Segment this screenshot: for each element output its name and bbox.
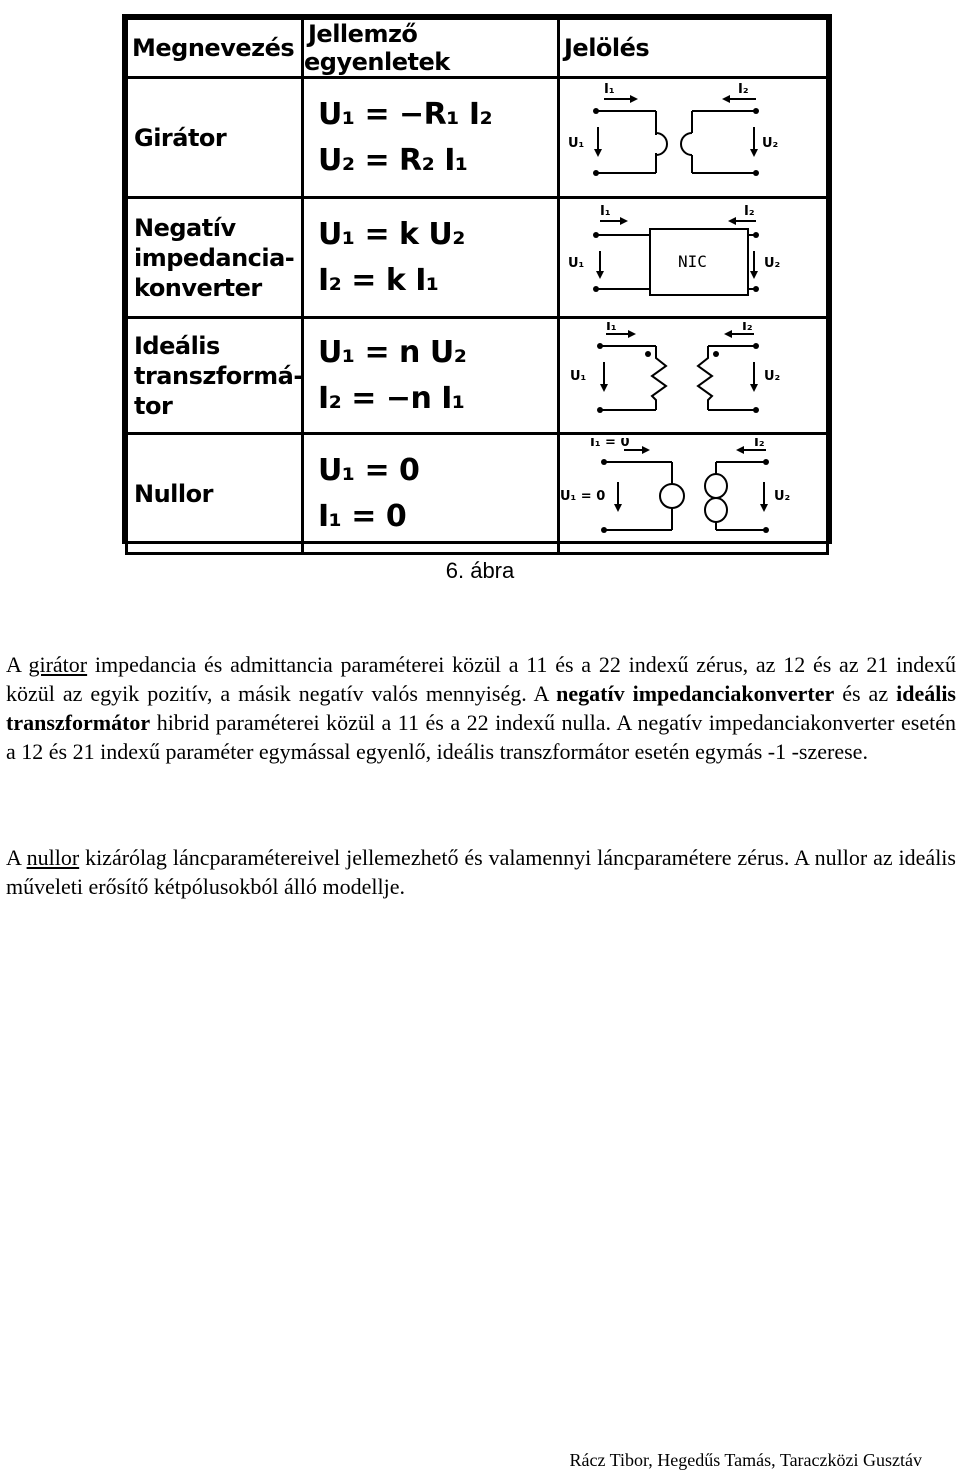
transformer-u2-label: U₂ (764, 368, 781, 384)
row-nic-name (127, 198, 303, 318)
p1-text-4: hibrid paraméterei közül a 11 és a 22 indexű nulla. A negatív impedanciakonverter esetén a 12 és 21 indexű paraméter egymással egyenlő, ideális transzformátor esetén egymás -1 -szerese. (6, 710, 956, 764)
gyrator-i1-label: I₁ (604, 82, 615, 97)
row-transformer-equations (303, 318, 559, 434)
nic-name-line3: konverter (134, 273, 262, 302)
row-gyrator-name (127, 78, 303, 198)
transformer-eq1: U₁ = n U₂ (318, 334, 467, 370)
p1-text-3: és az (834, 681, 897, 706)
nic-eq1: U₁ = k U₂ (318, 216, 465, 252)
transformer-i1-label: I₁ (606, 321, 617, 334)
transformer-name-line2: transzformá- (134, 361, 303, 390)
nic-name-line2: impedancia- (134, 243, 295, 272)
header-equations (303, 19, 559, 78)
transformer-name-line3: tor (134, 391, 173, 420)
row-nullor-name (127, 434, 303, 554)
transformer-u1-label: U₁ (570, 368, 587, 384)
header-symbol (559, 19, 828, 78)
nullor-u2-label: U₂ (774, 488, 791, 504)
transformer-eq2: I₂ = −n I₁ (318, 380, 465, 416)
paragraph-two-port-parameters (6, 650, 956, 766)
row-gyrator-equations (303, 78, 559, 198)
nullor-name: Nullor (134, 479, 213, 508)
p2-text-1: A (6, 845, 27, 870)
gyrator-name: Girátor (134, 123, 227, 152)
gyrator-link[interactable]: girátor (28, 652, 88, 677)
header-name-label: Megnevezés (132, 34, 295, 62)
transformer-i2-label: I₂ (742, 321, 753, 334)
nullor-u1-zero-label: U₁ = 0 (560, 488, 606, 504)
nullor-i1-zero-label: I₁ = 0 (590, 437, 630, 450)
paragraph-nullor (6, 843, 956, 901)
p1-bold-nic: negatív impedanciakonverter (556, 681, 835, 706)
nullor-symbol (559, 434, 828, 554)
gyrator-eq1: U₁ = −R₁ I₂ (318, 96, 493, 132)
nic-i1-label: I₁ (600, 203, 611, 219)
p1-text-1: A (6, 652, 29, 677)
p1-bold-transformer: ideális transzformátor (6, 681, 956, 735)
gyrator-u1-label: U₁ (568, 135, 585, 151)
nic-eq2: I₂ = k I₁ (318, 262, 439, 298)
nullor-eq1: U₁ = 0 (318, 452, 420, 488)
p2-text-2: kizárólag láncparamétereivel jellemezhető és valamennyi láncparamétere zérus. A nullor az ideális műveleti erősítő kétpólusokból álló modellje. (6, 845, 956, 899)
nic-u2-label: U₂ (764, 255, 781, 271)
nullor-eq2: I₁ = 0 (318, 498, 407, 534)
gyrator-u2-label: U₂ (762, 135, 779, 151)
page-footer-authors: Rácz Tibor, Hegedűs Tamás, Taraczközi Gusztáv (569, 1450, 922, 1470)
nic-i2-label: I₂ (744, 203, 755, 219)
two-port-table-figure (122, 14, 832, 544)
header-symbol-label: Jelölés (564, 34, 650, 62)
nic-symbol (559, 198, 828, 318)
transformer-symbol (559, 318, 828, 434)
row-transformer-name (127, 318, 303, 434)
nic-box-label: NIC (678, 251, 707, 271)
row-nic-equations (303, 198, 559, 318)
nic-u1-label: U₁ (568, 255, 585, 271)
nic-name-line1: Negatív (134, 213, 236, 242)
nullor-i2-label: I₂ (754, 437, 765, 450)
transformer-name-line1: Ideális (134, 331, 220, 360)
gyrator-i2-label: I₂ (738, 82, 749, 97)
header-equations-label: Jellemző egyenletek (304, 20, 450, 76)
figure-caption: 6. ábra (445, 558, 515, 583)
nullor-link[interactable]: nullor (26, 845, 80, 870)
gyrator-symbol (559, 78, 828, 198)
p1-text-2: impedancia és admittancia paraméterei közül a 11 és a 22 indexű zérus, az 12 és az 21 indexű közül az egyik pozitív, a másik negatív valós mennyiség. A (6, 652, 956, 706)
header-name (127, 19, 303, 78)
row-nullor-equations (303, 434, 559, 554)
gyrator-eq2: U₂ = R₂ I₁ (318, 142, 468, 178)
